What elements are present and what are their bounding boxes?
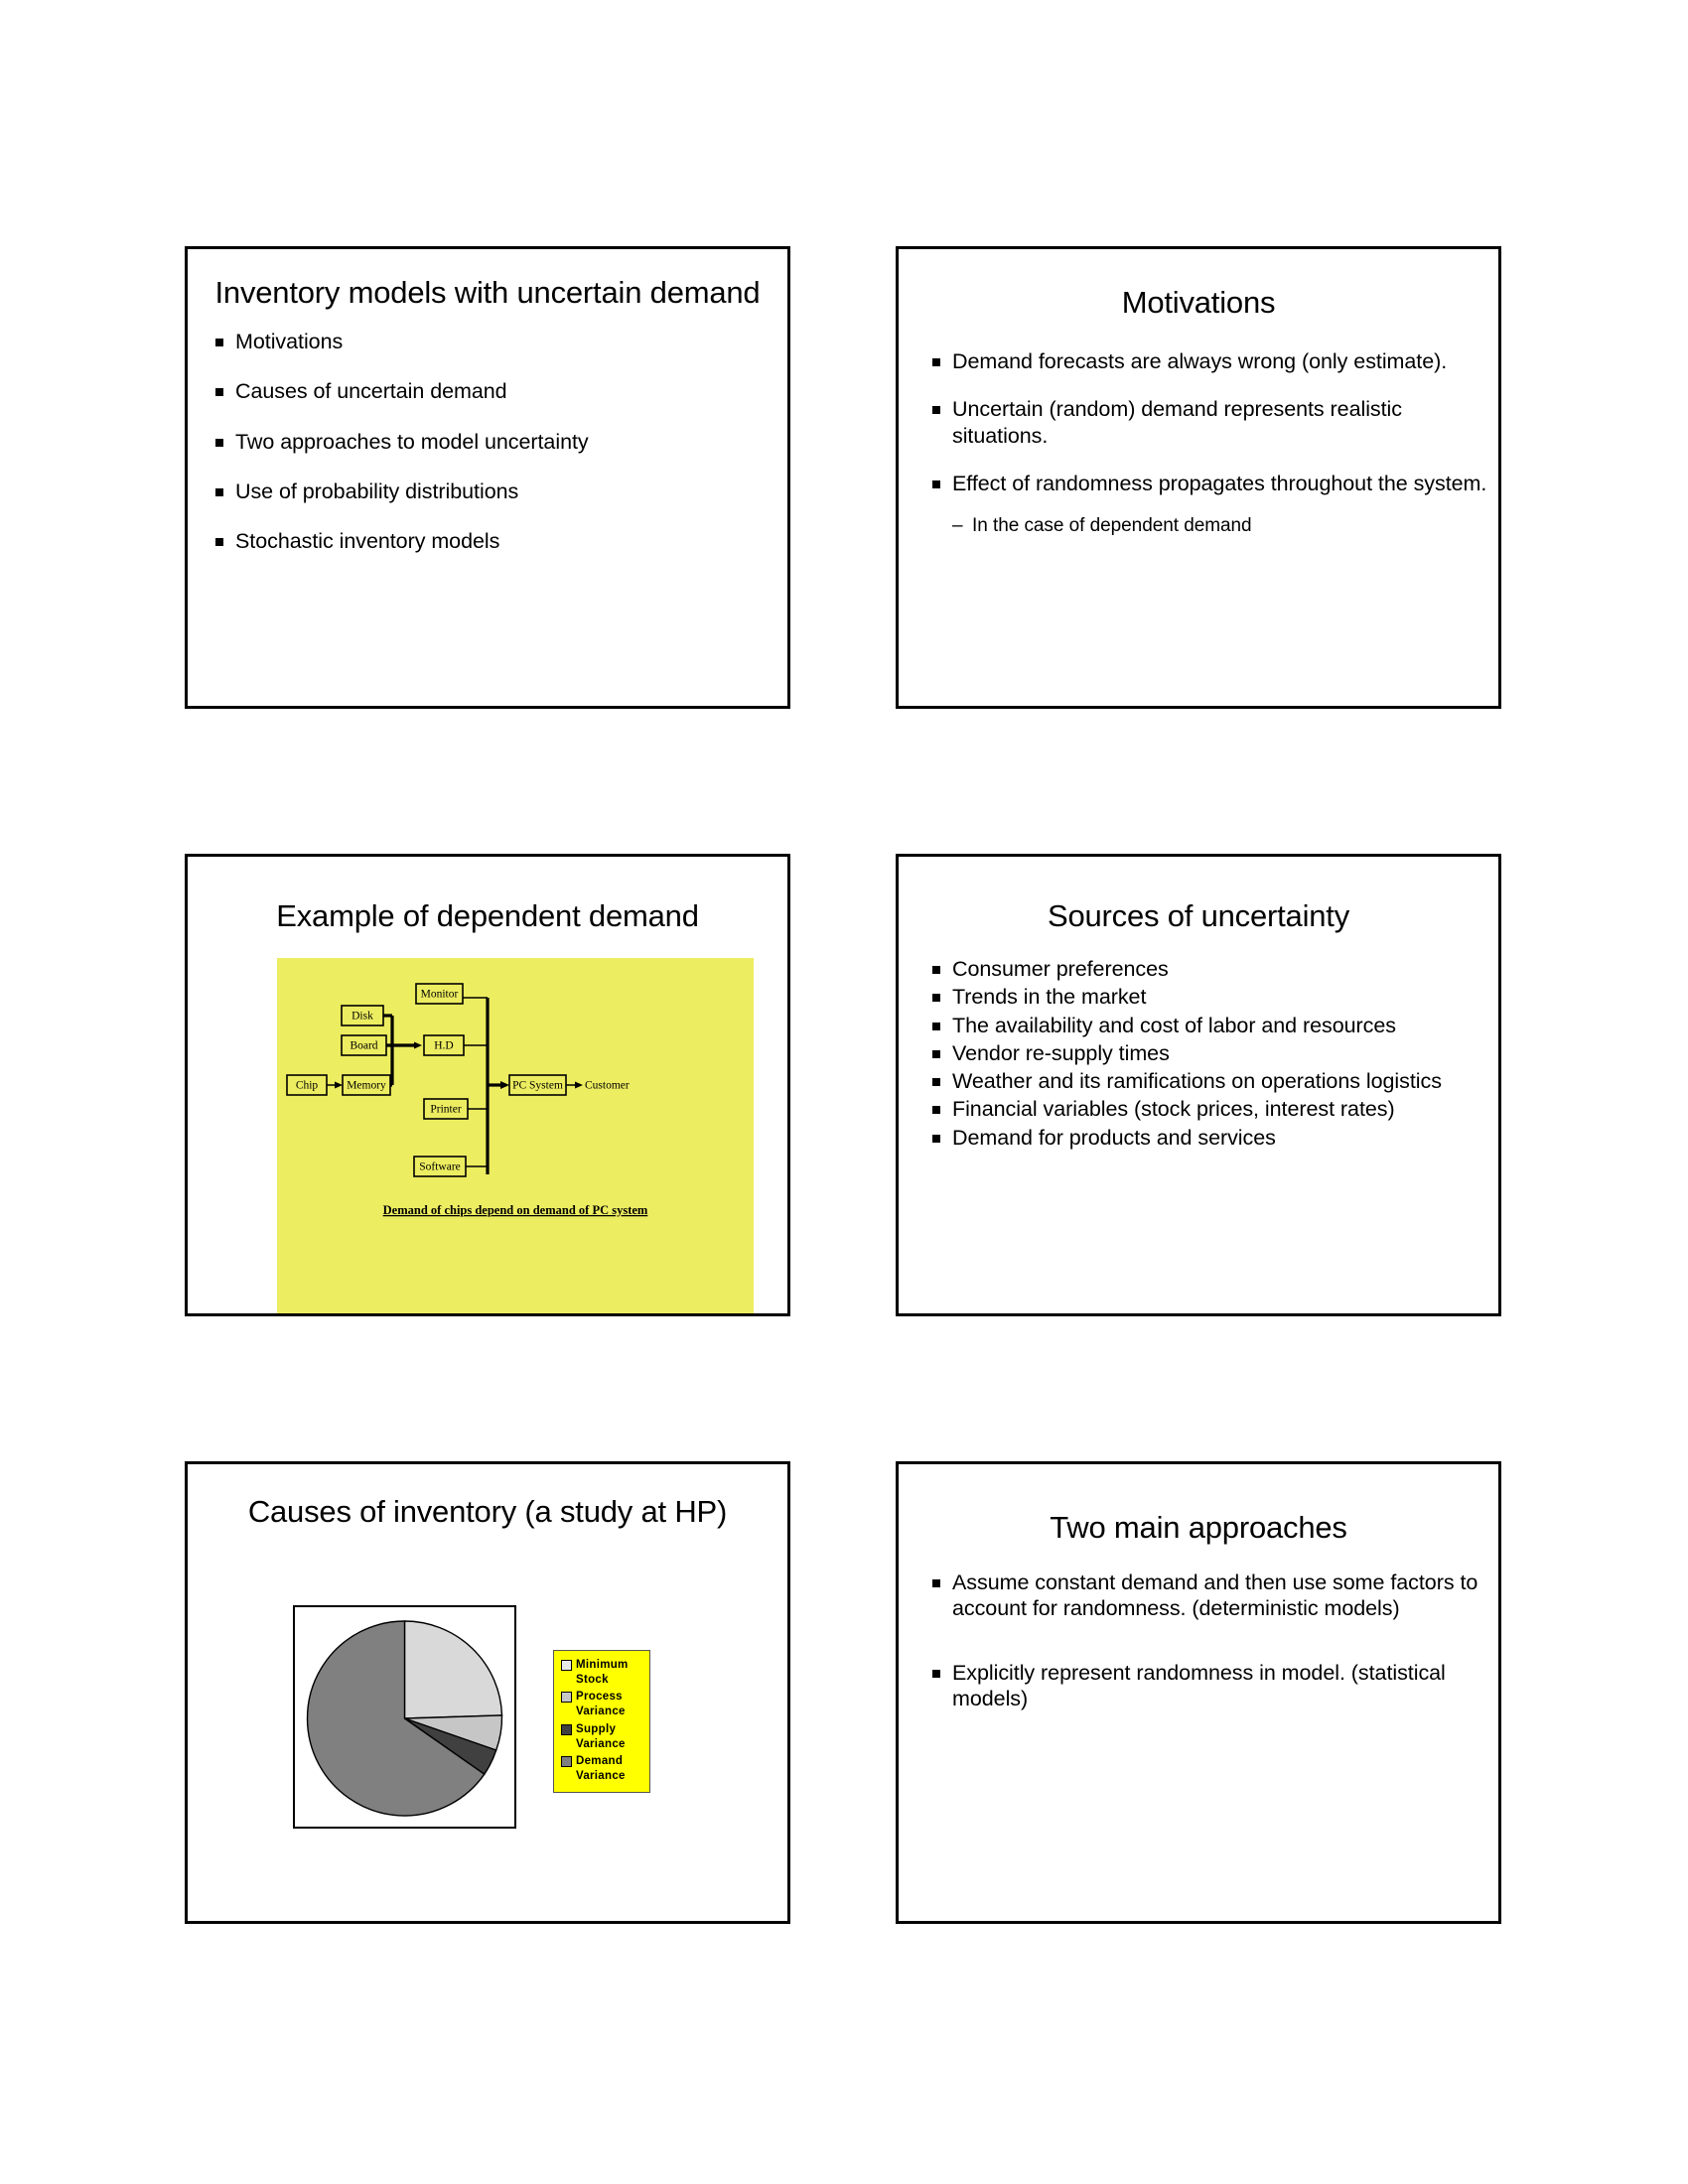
legend-item-minimum-stock: [561, 1658, 640, 1687]
slide-5-title: Causes of inventory (a study at HP): [247, 1494, 728, 1529]
slide-3-title: Example of dependent demand: [276, 898, 699, 933]
arrowhead-pcsystem-customer: [575, 1082, 583, 1089]
bullet-item: Use of probability distributions: [210, 478, 787, 504]
slide-6: [896, 1461, 1501, 1924]
legend-label: Demand Variance: [576, 1755, 626, 1783]
diagram-caption: Demand of chips depend on demand of PC system: [382, 1203, 648, 1217]
pie-slice-minimum-stock: [405, 1621, 502, 1718]
inventory-causes-chart: [293, 1605, 710, 1853]
legend-swatch-icon: [561, 1724, 572, 1735]
bullet-item: Effect of randomness propagates throughout the system.: [926, 471, 1498, 496]
arrowhead-bus-pcsystem: [500, 1081, 509, 1089]
slide-2: [896, 246, 1501, 709]
legend-swatch-icon: [561, 1660, 572, 1671]
bullet-item: Assume constant demand and then use some factors to account for randomness. (deterministic models): [926, 1570, 1498, 1621]
legend-item-process-variance: [561, 1690, 640, 1718]
slide-1-title: Inventory models with uncertain demand: [214, 275, 761, 310]
bullet-item: Consumer preferences: [926, 956, 1498, 982]
bullet-item: Demand forecasts are always wrong (only estimate).: [926, 348, 1498, 374]
slide-5: [185, 1461, 790, 1924]
node-board-label: Board: [350, 1039, 378, 1052]
pie-plot-frame: [293, 1605, 516, 1829]
node-chip-label: Chip: [295, 1079, 319, 1092]
legend-item-supply-variance: [561, 1722, 640, 1751]
bullet-item: Uncertain (random) demand represents realistic situations.: [926, 396, 1498, 448]
bullet-item: The availability and cost of labor and resources: [926, 1013, 1498, 1038]
bullet-item: Financial variables (stock prices, interest rates): [926, 1096, 1498, 1122]
node-customer-label: Customer: [585, 1079, 630, 1092]
bullet-item: Weather and its ramifications on operations logistics: [926, 1068, 1498, 1094]
slide-6-title: Two main approaches: [1050, 1510, 1347, 1545]
slide-4-title: Sources of uncertainty: [1047, 898, 1350, 933]
dependent-demand-diagram: [277, 958, 754, 1313]
slide-2-title: Motivations: [1121, 285, 1276, 320]
pie-slices: [308, 1621, 502, 1816]
node-disk-label: Disk: [352, 1010, 373, 1023]
slide-6-bullet-list: [926, 1570, 1498, 1711]
bullet-item: Two approaches to model uncertainty: [210, 429, 787, 455]
node-printer-label: Printer: [430, 1103, 462, 1116]
slide-4-bullet-list: [926, 956, 1498, 1151]
bullet-item: Trends in the market: [926, 984, 1498, 1010]
bullet-item: Vendor re-supply times: [926, 1040, 1498, 1066]
arrowhead-chip-memory: [335, 1082, 343, 1089]
legend-swatch-icon: [561, 1692, 572, 1703]
slide-1-bullet-list: [210, 329, 787, 554]
legend-swatch-icon: [561, 1756, 572, 1767]
slide-3: [185, 854, 790, 1316]
pie-legend: [553, 1650, 650, 1793]
node-software-label: Software: [419, 1160, 461, 1173]
bullet-item: Demand for products and services: [926, 1125, 1498, 1151]
node-hd-label: H.D: [434, 1039, 454, 1052]
bullet-item: Explicitly represent randomness in model. (statistical models): [926, 1660, 1498, 1711]
legend-label: Supply Variance: [576, 1722, 626, 1750]
node-pcsystem-label: PC System: [512, 1079, 563, 1092]
bullet-item: Causes of uncertain demand: [210, 378, 787, 404]
slide-4: [896, 854, 1501, 1316]
bullet-item: Motivations: [210, 329, 787, 354]
legend-label: Minimum Stock: [576, 1659, 629, 1686]
node-memory-label: Memory: [347, 1079, 386, 1092]
node-monitor-label: Monitor: [420, 988, 459, 1001]
slide-2-bullet-list: [926, 348, 1498, 537]
sub-bullet-item: – In the case of dependent demand: [926, 514, 1498, 537]
arrowhead-board-hd: [414, 1042, 422, 1049]
bullet-item: Stochastic inventory models: [210, 528, 787, 554]
legend-item-demand-variance: [561, 1754, 640, 1783]
legend-label: Process Variance: [576, 1691, 626, 1718]
slide-1: [185, 246, 790, 709]
